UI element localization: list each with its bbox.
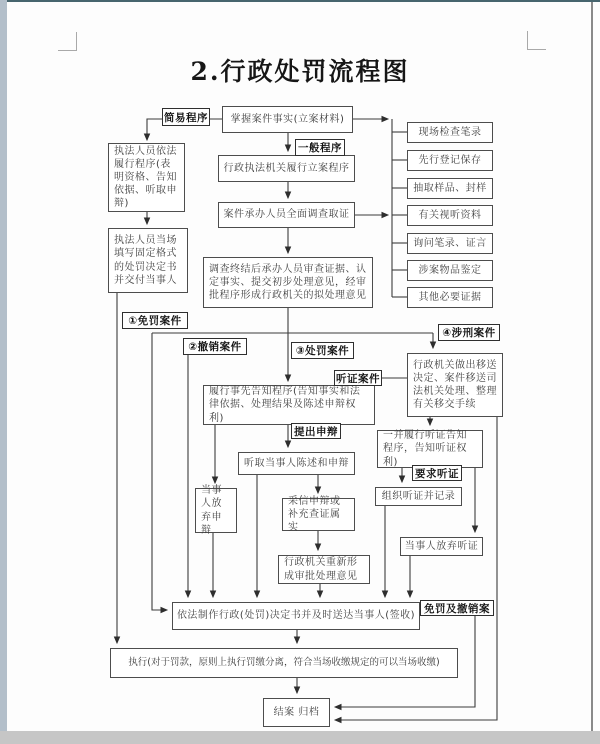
node-evidence-other: 其他必要证据 bbox=[407, 287, 493, 308]
window-top-border bbox=[0, 0, 600, 2]
node-prior-notification: 履行事先告知程序(告知事实和法律依据、处理结果及陈述申辩权利) bbox=[203, 385, 375, 425]
margin-corner-mark bbox=[58, 32, 77, 51]
node-criminal-transfer: 行政机关做出移送决定、案件移送司法机关处理、整理有关移交手续 bbox=[407, 353, 503, 417]
label-penalty-case: ③处罚案件 bbox=[291, 342, 354, 359]
node-adopt-plea: 采信申辩或补充查证属实 bbox=[282, 498, 355, 531]
label-hearing-case: 听证案件 bbox=[334, 370, 382, 386]
node-reform-opinion: 行政机关重新形成审批处理意见 bbox=[278, 555, 370, 584]
label-request-hearing: 要求听证 bbox=[412, 465, 462, 481]
node-evidence-register: 先行登记保存 bbox=[407, 150, 493, 171]
node-execute: 执行(对于罚款，原则上执行罚缴分离，符合当场收缴规定的可以当场收缴) bbox=[110, 648, 458, 678]
node-evidence-samples: 抽取样品、封样 bbox=[407, 178, 493, 199]
margin-corner-mark bbox=[527, 31, 546, 50]
page-title: 2.行政处罚流程图 bbox=[190, 57, 410, 86]
label-simple-procedure: 简易程序 bbox=[162, 108, 210, 126]
node-make-decision: 依法制作行政(处罚)决定书并及时送达当事人(签收) bbox=[172, 602, 420, 630]
node-simple-procedure-steps: 执法人员依法履行程序(表明资格、告知依据、听取申辩) bbox=[108, 143, 185, 212]
page-right-edge bbox=[591, 2, 593, 731]
label-revoke-case: ②撤销案件 bbox=[183, 338, 247, 355]
node-waive-hearing: 当事人放弃听证 bbox=[400, 537, 483, 556]
node-grasp-case-facts: 掌握案件事实(立案材料) bbox=[222, 106, 353, 133]
node-evidence-av-material: 有关视听资料 bbox=[407, 205, 493, 226]
label-exempt-case: ①免罚案件 bbox=[122, 312, 188, 329]
node-full-investigation: 案件承办人员全面调查取证 bbox=[218, 202, 355, 228]
node-file-case-procedure: 行政执法机关履行立案程序 bbox=[218, 155, 355, 182]
node-hearing-notification: 一并履行听证告知程序，告知听证权利) bbox=[377, 430, 483, 468]
node-evidence-appraisal: 涉案物品鉴定 bbox=[407, 260, 493, 281]
node-onsite-decision: 执法人员当场填写固定格式的处罚决定书并交付当事人 bbox=[108, 228, 188, 293]
label-general-procedure: 一般程序 bbox=[295, 139, 345, 156]
node-evidence-testimony: 询问笔录、证言 bbox=[407, 233, 493, 254]
label-raise-plea: 提出申辩 bbox=[291, 423, 341, 439]
node-organize-hearing: 组织听证并记录 bbox=[375, 487, 462, 506]
window-bottom-strip bbox=[0, 731, 600, 744]
node-evidence-site-notes: 现场检查笔录 bbox=[407, 122, 493, 143]
label-criminal-case: ④涉刑案件 bbox=[438, 324, 500, 341]
node-listen-statement: 听取当事人陈述和申辩 bbox=[238, 452, 355, 475]
node-close-archive: 结案 归档 bbox=[263, 698, 330, 727]
node-investigation-conclusion: 调查终结后承办人员审查证据、认定事实、提交初步处理意见，经审批程序形成行政机关的拟处理意见 bbox=[203, 257, 373, 308]
window-left-strip bbox=[0, 0, 7, 744]
label-exempt-revoke-case: 免罚及撤销案 bbox=[420, 600, 494, 616]
node-waive-plea: 当事人放弃申辩 bbox=[195, 488, 237, 533]
